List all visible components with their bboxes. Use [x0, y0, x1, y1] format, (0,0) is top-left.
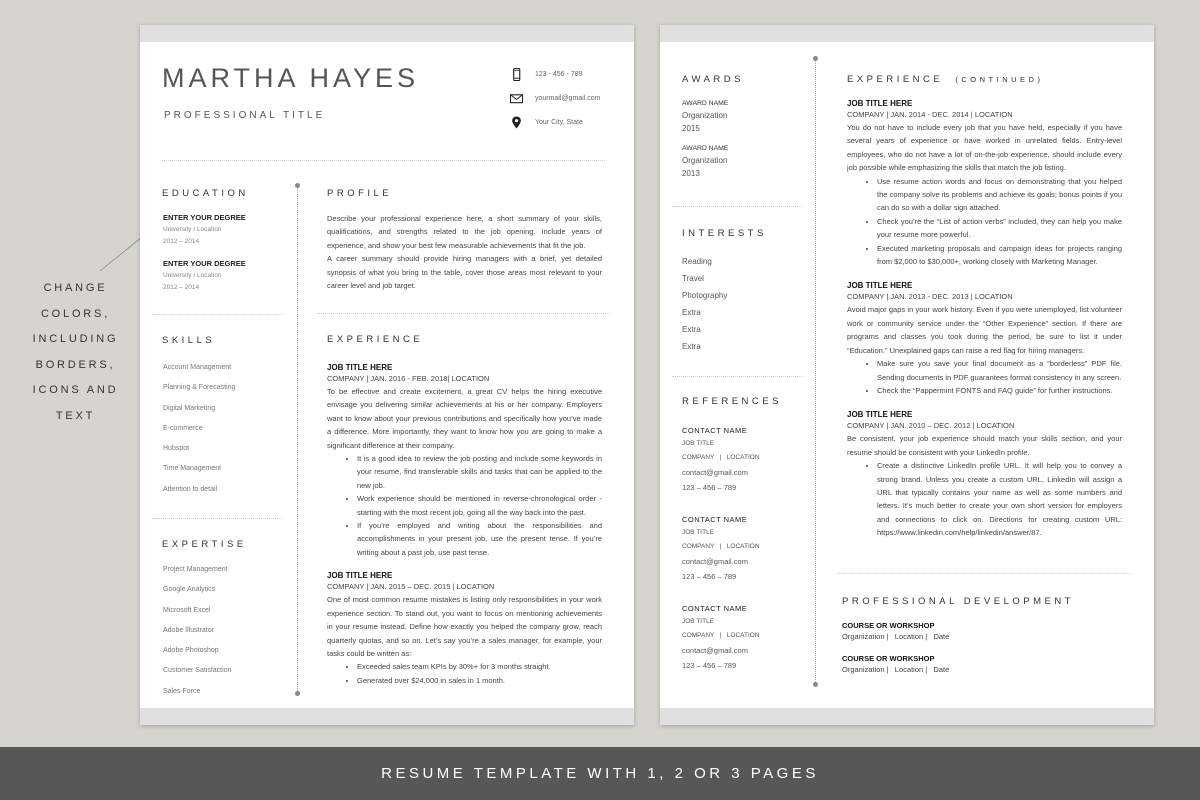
job-description: One of most common resume mistakes is listing only responsibilities in your work experience section. To stand out, you want to focus on mentioning achievements in your resume instead. Define how exactly you helped the company grow, reach quarterly quotas, and so on. Let’s say you’re a sales manager, for example, your tasks could be written as:	[327, 595, 602, 658]
interests-list	[682, 253, 727, 355]
professional-development-heading: PROFESSIONAL DEVELOPMENT	[842, 596, 1074, 607]
reference-phone: 123 – 456 – 789	[682, 572, 737, 581]
job-entry	[847, 410, 1122, 539]
job-description: You do not have to include every job that you have held, especially if you have several years of experience or have worked in unrelated fields. Entry-level employees, who do not have a lot of on-the-job experience, should include every job possible while emphasizing the skills that match the job listing.	[847, 123, 1122, 173]
reference-item	[682, 426, 812, 515]
profile-text-2: A career summary should provide hiring managers with a brief, yet detailed synopsis of what you bring to the table, cover those areas most relevant to your career level and job target.	[327, 254, 602, 291]
job-title: JOB TITLE HERE	[327, 363, 393, 372]
years: 2012 – 2014	[163, 284, 200, 291]
expertise-heading: EXPERTISE	[162, 539, 247, 550]
reference-phone: 123 – 456 – 789	[682, 661, 737, 670]
column-divider	[815, 61, 816, 684]
job-bullets	[847, 459, 1122, 539]
professional-development-list	[842, 621, 1092, 676]
education-item	[163, 259, 283, 294]
experience-list	[847, 99, 1122, 540]
awards-heading: AWARDS	[682, 74, 744, 85]
interest-item: Extra	[682, 342, 701, 351]
candidate-name: MARTHA HAYES	[162, 63, 420, 93]
contact-location	[510, 116, 583, 129]
award-organization: Organization	[682, 156, 728, 165]
years: 2012 – 2014	[163, 238, 200, 245]
experience-heading-suffix: (CONTINUED)	[955, 75, 1044, 84]
reference-name: CONTACT NAME	[682, 515, 748, 524]
skill-item: Time Management	[163, 465, 222, 473]
university: University / Location	[163, 226, 222, 233]
job-title: JOB TITLE HERE	[847, 281, 913, 291]
interest-item: Extra	[682, 325, 701, 334]
job-entry	[847, 281, 1122, 397]
award-organization: Organization	[682, 111, 728, 120]
profile-body	[327, 212, 602, 292]
job-bullet: • It is a good idea to review the job posting and include some keywords in your resume, find transferable skills and tasks that can be applied to the new job.	[357, 452, 602, 492]
degree: ENTER YOUR DEGREE	[163, 213, 246, 222]
course-title: COURSE OR WORKSHOP	[842, 654, 935, 663]
reference-title: JOB TITLE	[682, 440, 715, 447]
job-bullet: • Check the “Pappermint FONTS and FAQ guide” for further instructions.	[877, 384, 1122, 397]
interests-heading: INTERESTS	[682, 228, 767, 239]
reference-item	[682, 515, 812, 604]
award-item	[682, 145, 802, 180]
resume-page-1	[140, 25, 634, 725]
timeline-dot-top	[813, 56, 818, 61]
phone-icon	[510, 68, 523, 81]
job-bullet: • Create a distinctive LinkedIn profile URL. It will help you to convey a strong brand. Unless you create a custom URL, LinkedIn will assign a URL that typically contains your name as well as some numbers and letters. It’s much better to create your own short version for employers and connections to click on. Directions for creating custom URL: https://www.linkedin.com/help/linkedin/answer/87.	[877, 459, 1122, 539]
footer-text: RESUME TEMPLATE WITH 1, 2 OR 3 PAGES	[381, 765, 819, 782]
expertise-list	[163, 566, 231, 708]
reference-company: COMPANY | LOCATION	[682, 632, 760, 639]
experience-heading-text: EXPERIENCE	[847, 74, 944, 85]
expertise-item: Customer Satisfaction	[163, 667, 232, 675]
divider	[672, 376, 802, 378]
job-bullets	[847, 357, 1122, 397]
experience-list	[327, 363, 602, 687]
award-name: AWARD NAME	[682, 145, 729, 152]
divider	[837, 573, 1130, 575]
mail-icon	[510, 92, 523, 105]
job-entry	[847, 99, 1122, 268]
interest-item: Photography	[682, 291, 728, 300]
job-entry	[327, 363, 602, 559]
expertise-item: Adobe Illustrator	[163, 626, 214, 634]
job-bullet: • Executed marketing proposals and campaign ideas for projects ranging from $2,000 to $30,000+, working closely with Marketing Manager.	[877, 242, 1122, 269]
reference-phone: 123 – 456 – 789	[682, 483, 737, 492]
reference-name: CONTACT NAME	[682, 604, 748, 613]
expertise-item: Adobe Photoshop	[163, 647, 219, 655]
reference-title: JOB TITLE	[682, 618, 715, 625]
job-company: COMPANY | JAN. 2013 - DEC. 2013 | LOCATION	[847, 292, 1013, 302]
job-bullet: • Generated over $24,000 in sales in 1 month.	[357, 674, 602, 687]
reference-company: COMPANY | LOCATION	[682, 454, 760, 461]
job-company: COMPANY | JAN. 2015 – DEC. 2015 | LOCATION	[327, 582, 495, 592]
expertise-item: Sales Force	[163, 687, 201, 695]
job-description: Be consistent, your job experience should match your skills section, and your resume should be consistent with your LinkedIn profile.	[847, 434, 1122, 457]
professional-title: PROFESSIONAL TITLE	[164, 110, 326, 121]
contact-phone	[510, 68, 582, 81]
phone-text: 123 - 456 - 789	[535, 71, 583, 78]
experience-heading: EXPERIENCE	[327, 334, 424, 345]
job-title: JOB TITLE HERE	[847, 99, 913, 108]
location-pin-icon	[510, 116, 523, 129]
column-divider	[297, 188, 298, 693]
reference-email: contact@gmail.com	[682, 557, 748, 566]
course-details: Organization | Location | Date	[842, 632, 950, 641]
divider	[152, 314, 282, 316]
page-top-border	[660, 25, 1154, 42]
profile-heading: PROFILE	[327, 188, 393, 199]
interest-item: Extra	[682, 308, 701, 317]
divider	[152, 518, 282, 520]
award-year: 2015	[682, 124, 700, 133]
job-company: COMPANY | JAN. 2016 - FEB. 2018| LOCATION	[327, 374, 490, 383]
page-bottom-border	[140, 708, 634, 725]
course-title: COURSE OR WORKSHOP	[842, 621, 935, 630]
education-item	[163, 213, 283, 248]
expertise-item: Google Analytics	[163, 586, 216, 594]
skills-list	[163, 364, 235, 506]
job-bullets	[327, 660, 602, 687]
job-title: JOB TITLE HERE	[847, 410, 913, 420]
education-heading: EDUCATION	[162, 188, 249, 199]
course-item	[842, 621, 1092, 643]
skill-item: Hubspot	[163, 445, 190, 453]
references-list	[682, 426, 812, 673]
job-bullet: • Use resume action words and focus on demonstrating that you helped the company solve its problems and achieve its goals; bonus points if you can do so with a dollar sign attached.	[877, 175, 1122, 215]
location-text: Your City, State	[535, 119, 583, 126]
references-heading: REFERENCES	[682, 396, 782, 407]
expertise-item: Project Management	[163, 566, 228, 573]
award-item	[682, 100, 802, 135]
job-bullet: • Work experience should be mentioned in reverse-chronological order - starting with the most recent job, going all the way back into the past.	[357, 492, 602, 519]
page-bottom-border	[660, 708, 1154, 725]
interest-item: Travel	[682, 274, 704, 283]
experience-continued-heading	[847, 74, 1043, 85]
skill-item: Attention to detail	[163, 485, 218, 493]
skill-item: Digital Marketing	[163, 404, 216, 412]
contact-email	[510, 92, 600, 105]
job-title: JOB TITLE HERE	[327, 571, 393, 581]
university: University / Location	[163, 272, 222, 279]
footer-banner	[0, 747, 1200, 800]
interest-item: Reading	[682, 257, 712, 266]
degree: ENTER YOUR DEGREE	[163, 259, 246, 268]
skill-item: Planning & Forecasting	[163, 384, 236, 392]
skill-item: Account Management	[163, 364, 232, 371]
job-bullets	[327, 452, 602, 559]
reference-item	[682, 604, 812, 673]
award-name: AWARD NAME	[682, 100, 729, 107]
timeline-dot-bottom	[813, 682, 818, 687]
award-year: 2013	[682, 169, 700, 178]
expertise-item: Microsoft Excel	[163, 606, 211, 614]
divider	[672, 206, 802, 208]
reference-name: CONTACT NAME	[682, 426, 748, 435]
profile-text: Describe your professional experience here, a short summary of your skills, qualifications, and strengths related to the job opening. Include years of experience, and show your best few measurable achievements that fit the job.	[327, 214, 602, 250]
skills-heading: SKILLS	[162, 335, 216, 346]
reference-title: JOB TITLE	[682, 529, 715, 536]
skill-item: E-commerce	[163, 424, 203, 432]
awards-list	[682, 100, 802, 180]
job-description: Avoid major gaps in your work history. Even if you were unemployed, list volunteer work or community service under the “Other Experience” section. If there are programs and classes you took during the period, be sure to list it under “Education.” Unexplained gaps can raise a red flag for hiring managers.	[847, 305, 1122, 355]
timeline-dot-top	[295, 183, 300, 188]
education-list	[163, 213, 283, 294]
reference-email: contact@gmail.com	[682, 646, 748, 655]
reference-company: COMPANY | LOCATION	[682, 543, 760, 550]
job-description: To be effective and create excitement, a great CV helps the hiring executive envisage you delivering similar achievements at his or her company. Employers want to know about your previous contributions and specifically how you’ve made a difference. More importantly, they want to know how you are going to make a significant difference at their company.	[327, 387, 602, 450]
job-bullets	[847, 175, 1122, 269]
reference-email: contact@gmail.com	[682, 468, 748, 477]
job-bullet: • Exceeded sales team KPIs by 30%+ for 3 months straight.	[357, 660, 602, 673]
job-bullet: • Check you’re the “List of action verbs” included, they can help you make your resume more powerful.	[877, 215, 1122, 242]
timeline-dot-bottom	[295, 691, 300, 696]
job-entry	[327, 571, 602, 687]
divider	[317, 313, 610, 315]
job-company: COMPANY | JAN. 2014 - DEC. 2014 | LOCATION	[847, 110, 1013, 119]
page-top-border	[140, 25, 634, 42]
job-company: COMPANY | JAN. 2010 – DEC. 2012 | LOCATION	[847, 421, 1015, 431]
side-note: CHANGE COLORS, INCLUDING BORDERS, ICONS AND TEXT	[32, 282, 119, 422]
job-bullet: • If you’re employed and writing about the responsibilities and accomplishments in your present job, use the present tense. If you’re writing about a past job, use past tense.	[357, 519, 602, 559]
resume-page-2	[660, 25, 1154, 725]
header-divider	[162, 160, 605, 162]
job-bullet: • Make sure you save your final document as a “borderless” PDF file. Sending documents in PDF guarantees format consistency in any screen.	[877, 357, 1122, 384]
course-item	[842, 654, 1092, 676]
email-text: yourmail@gmail.com	[535, 95, 601, 102]
course-details: Organization | Location | Date	[842, 665, 950, 674]
